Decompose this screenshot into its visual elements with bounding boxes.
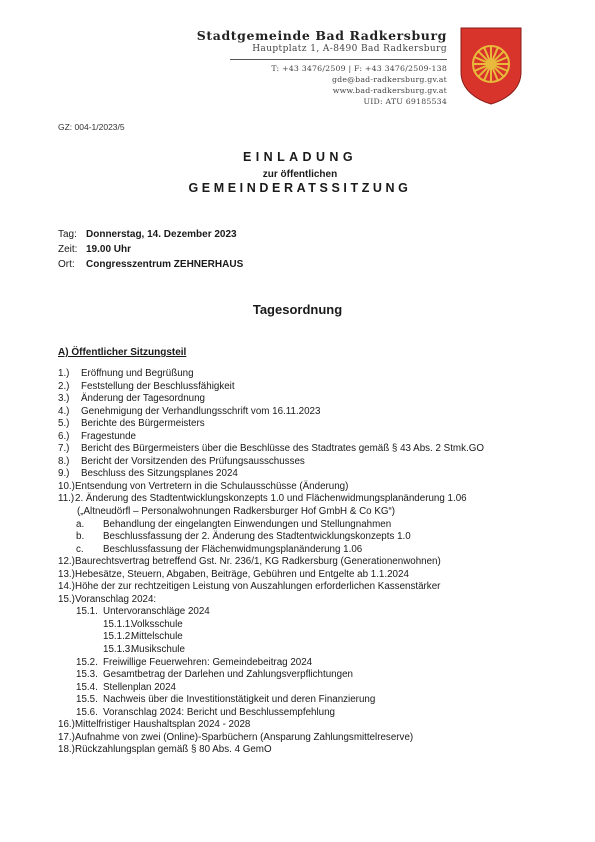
contact-phone: T: +43 3476/2509 | F: +43 3476/2509-138 [271, 64, 447, 73]
list-item-text: Voranschlag 2024: Bericht und Beschlussempfehlung [103, 706, 336, 718]
agenda-list [58, 368, 558, 757]
list-item [58, 519, 558, 532]
contact-web: www.bad-radkersburg.gv.at [332, 86, 447, 95]
list-item [58, 418, 558, 431]
meeting-time-row [58, 242, 243, 257]
meeting-info [58, 227, 243, 272]
list-item [58, 406, 558, 419]
list-item-note: („Altneudörfl – Personalwohnungen Radkersburger Hof GmbH & Co KG“) [77, 506, 396, 518]
list-item [58, 443, 558, 456]
list-item [58, 669, 558, 682]
list-item [58, 481, 558, 494]
list-item [58, 506, 558, 519]
list-item [58, 732, 558, 745]
list-item-text: 2. Änderung des Stadtentwicklungskonzepts 1.0 und Flächenwidmungsplanänderung 1.06 [75, 493, 467, 505]
list-item-number: 15.1.2. [103, 631, 133, 643]
list-item-text: Untervoranschläge 2024 [103, 606, 210, 618]
list-item [58, 694, 558, 707]
list-item-text: Volksschule [131, 618, 183, 630]
list-item-number: 11.) [58, 493, 75, 505]
list-item [58, 631, 558, 644]
list-item-text: Freiwillige Feuerwehren: Gemeindebeitrag 2024 [103, 656, 313, 668]
list-item-text: Mittelschule [131, 631, 183, 643]
list-item-text: Eröffnung und Begrüßung [81, 368, 194, 379]
list-item-number: 10.) [58, 480, 75, 492]
meeting-date-row [58, 227, 243, 242]
list-item-text: Rückzahlungsplan gemäß § 80 Abs. 4 GemO [75, 744, 272, 756]
list-item-text: Genehmigung der Verhandlungsschrift vom 16.11.2023 [81, 405, 321, 417]
list-item-number: b. [76, 531, 85, 543]
list-item-number: 15.1. [76, 606, 98, 618]
list-item [58, 493, 558, 506]
time-value: 19.00 Uhr [86, 244, 132, 255]
list-item [58, 581, 558, 594]
list-item-text: Aufnahme von zwei (Online)-Sparbüchern (Ansparung Zahlungsmittelreserve) [75, 731, 414, 743]
municipality-name: Stadtgemeinde Bad Radkersburg [196, 28, 447, 43]
list-item-number: 6.) [58, 430, 70, 442]
list-item [58, 707, 558, 720]
title-einladung: EINLADUNG [243, 150, 357, 164]
list-item [58, 556, 558, 569]
list-item-text: Änderung der Tagesordnung [81, 393, 206, 405]
section-title-public: A) Öffentlicher Sitzungsteil [58, 347, 187, 358]
list-item-text: Bericht des Bürgermeisters über die Beschlüsse des Stadtrates gemäß § 43 Abs. 2 Stmk.GO [81, 443, 484, 455]
list-item-text: Stellenplan 2024 [103, 681, 176, 693]
list-item-text: Gesamtbetrag der Darlehen und Zahlungsverpflichtungen [103, 669, 353, 681]
municipality-address: Hauptplatz 1, A-8490 Bad Radkersburg [252, 44, 447, 54]
list-item-number: 7.) [58, 443, 70, 455]
title-gemeinderatssitzung: GEMEINDERATSSITZUNG [188, 181, 412, 195]
list-item [58, 531, 558, 544]
list-item-text: Behandlung der eingelangten Einwendungen und Stellungnahmen [103, 518, 392, 530]
list-item-number: c. [76, 543, 84, 555]
list-item-number: 13.) [58, 568, 75, 580]
letterhead [197, 28, 447, 54]
list-item-number: 4.) [58, 405, 70, 417]
list-item-text: Höhe der zur rechtzeitigen Leistung von Auszahlungen erforderlichen Kassenstärker [75, 581, 441, 593]
wheel-crest-icon [459, 26, 523, 106]
list-item [58, 368, 558, 381]
list-item-text: Beschluss des Sitzungsplanes 2024 [81, 468, 238, 480]
list-item [58, 644, 558, 657]
agenda-heading: Tagesordnung [252, 302, 343, 317]
contact-email: gde@bad-radkersburg.gv.at [331, 75, 447, 84]
list-item-text: Fragestunde [81, 430, 137, 442]
list-item-text: Musikschule [131, 644, 185, 656]
list-item-number: 9.) [58, 468, 70, 480]
reference-number: GZ: 004-1/2023/5 [58, 122, 125, 132]
title-subtitle: zur öffentlichen [262, 169, 338, 180]
list-item-number: 15.4. [76, 681, 98, 693]
list-item [58, 594, 558, 607]
date-label: Tag: [58, 229, 77, 240]
list-item [58, 744, 558, 757]
list-item-number: 15.6. [76, 706, 98, 718]
list-item-text: Hebesätze, Steuern, Abgaben, Beiträge, Gebühren und Entgelte ab 1.1.2024 [75, 568, 409, 580]
list-item [58, 393, 558, 406]
list-item-text: Bericht der Vorsitzenden des Prüfungsausschusses [81, 455, 305, 467]
list-item-number: 16.) [58, 719, 75, 731]
list-item [58, 569, 558, 582]
location-value: Congresszentrum ZEHNERHAUS [86, 259, 244, 270]
list-item-text: Baurechtsvertrag betreffend Gst. Nr. 236/1, KG Radkersburg (Generationenwohnen) [75, 556, 441, 568]
list-item-text: Nachweis über die Investitionstätigkeit und deren Finanzierung [103, 694, 376, 706]
list-item-number: 12.) [58, 556, 75, 568]
list-item-number: 14.) [58, 581, 75, 593]
list-item-number: 15.1.3. [103, 644, 133, 656]
list-item-number: 15.) [58, 593, 75, 605]
list-item-text: Feststellung der Beschlussfähigkeit [81, 380, 235, 392]
list-item-number: 8.) [58, 455, 70, 467]
list-item-number: 15.5. [76, 694, 98, 706]
list-item-text: Mittelfristiger Haushaltsplan 2024 - 2028 [75, 719, 251, 731]
list-item-number: 5.) [58, 418, 70, 430]
list-item [58, 544, 558, 557]
list-item-number: 17.) [58, 731, 75, 743]
list-item-text: Berichte des Bürgermeisters [81, 418, 205, 430]
list-item [58, 456, 558, 469]
letterhead-divider [230, 59, 447, 60]
list-item [58, 619, 558, 632]
list-item-number: 18.) [58, 744, 75, 756]
contact-block [271, 63, 447, 107]
meeting-location-row [58, 257, 243, 272]
list-item [58, 468, 558, 481]
time-label: Zeit: [58, 244, 78, 255]
list-item-text: Beschlussfassung der 2. Änderung des Stadtentwicklungskonzepts 1.0 [103, 531, 411, 543]
list-item [58, 431, 558, 444]
list-item-text: Beschlussfassung der Flächenwidmungsplanänderung 1.06 [103, 543, 363, 555]
contact-uid: UID: ATU 69185534 [363, 97, 447, 106]
list-item [58, 682, 558, 695]
list-item-number: 15.2. [76, 656, 98, 668]
date-value: Donnerstag, 14. Dezember 2023 [86, 229, 237, 240]
list-item-number: 1.) [58, 368, 70, 379]
list-item [58, 719, 558, 732]
list-item-number: 3.) [58, 393, 70, 405]
list-item [58, 381, 558, 394]
list-item [58, 606, 558, 619]
list-item-text: Voranschlag 2024: [75, 593, 157, 605]
list-item-text: Entsendung von Vertretern in die Schulausschüsse (Änderung) [75, 480, 349, 492]
list-item-number: 2.) [58, 380, 70, 392]
list-item-number: 15.1.1. [103, 618, 133, 630]
list-item-number: a. [76, 518, 85, 530]
location-label: Ort: [58, 259, 75, 270]
list-item [58, 657, 558, 670]
list-item-number: 15.3. [76, 669, 98, 681]
